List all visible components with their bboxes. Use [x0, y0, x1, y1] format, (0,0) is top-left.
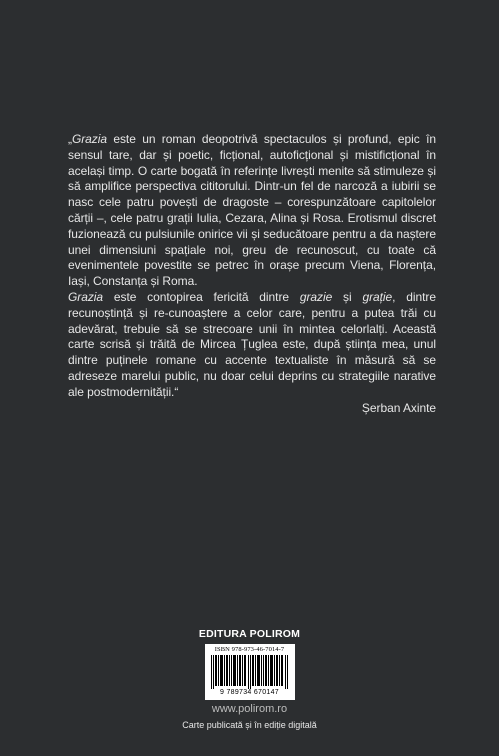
blurb-text: , dintre recunoștință și re-cunoaștere a celor care, pentru a putea trăi cu adevărat, trebuie să se strecoare unii în mintea celorlalți. Această carte scrisă și trăită de Mircea Țuglea este, după știința mea, unul dintre puținele romane cu accente textualiste în măsură să se adreseze marelui public, nu doar celui deprins cu strategiile narative ale postmodernității.“ [68, 289, 436, 399]
book-title-italic: Grazia [68, 289, 104, 304]
blurb-text: și [332, 289, 363, 304]
blurb-paragraph-2 [68, 290, 436, 401]
blurb-author: Șerban Axinte [361, 400, 436, 415]
opening-quote: „ [68, 132, 72, 146]
word-gratie: grație [362, 289, 393, 304]
blurb-text: este un roman deopotrivă spectaculos și profund, epic în sensul tare, dar și poetic, ficțional, autoficțional și mistificțional în același timp. O carte bogată în referințe livrești menite să stimuleze și să amplifice perspectiva cititorului. Dintr-un fel de narcoză a iubirii se nasc cele patru povești de dragoste – corespunzătoare capitolelor cărții –, cele patru grații Iulia, Cezara, Alina și Rosa. Erotismul discret fuzionează cu pulsiunile onirice vii și seducătoare pentru a da naștere unei dimensiuni spațiale noi, greu de recunoscut, cu toate că evenimentele povestite se petrec în orașe precum Viena, Florența, Iași, Constanța și Roma. [68, 132, 436, 289]
barcode-icon [211, 655, 289, 689]
blurb-paragraph-1 [68, 132, 436, 290]
publisher-footer [0, 628, 499, 730]
publisher-name: EDITURA POLIROM [198, 628, 301, 640]
publisher-website: www.polirom.ro [211, 703, 288, 715]
isbn: ISBN 978-973-46-7014-7 [214, 646, 285, 653]
barcode-box [205, 644, 295, 700]
blurb-text: este contopirea fericită dintre [103, 289, 300, 304]
digital-edition-note: Carte publicată și în ediție digitală [182, 720, 317, 730]
barcode-number: 9 789734 670147 [220, 689, 279, 696]
blurb [68, 132, 436, 416]
book-title-italic: Grazia [71, 132, 107, 146]
word-grazie: grazie [299, 289, 333, 304]
